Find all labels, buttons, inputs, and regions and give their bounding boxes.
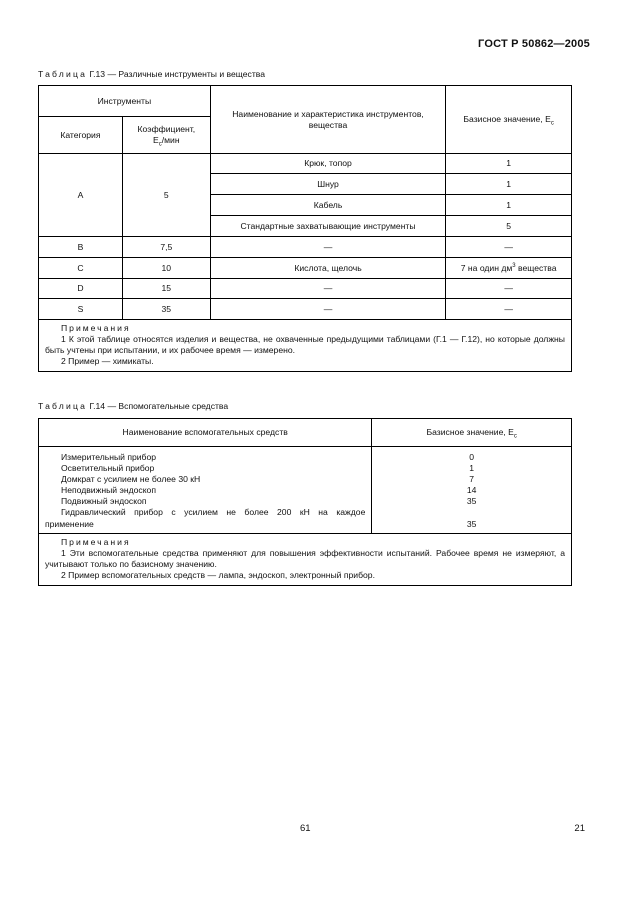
- row-s-coef: 35: [122, 299, 210, 320]
- row-b-value: —: [446, 237, 572, 258]
- header-tools: Инструменты: [39, 86, 211, 117]
- list-value: 1: [469, 463, 475, 474]
- table-row: [39, 258, 572, 279]
- list-value: 35: [466, 496, 477, 507]
- row-a-coef: 5: [122, 154, 210, 237]
- row-c-value-unit: вещества: [515, 262, 557, 273]
- row-s-name: —: [210, 299, 445, 320]
- table-13: [38, 85, 572, 372]
- row-d-coef: 15: [122, 279, 210, 299]
- page-number-right: 21: [574, 823, 585, 834]
- header-base-sub: c: [550, 120, 554, 127]
- table13-notes: [39, 320, 572, 372]
- row-a-item-name: Крюк, топор: [210, 154, 445, 174]
- table-row: [39, 279, 572, 299]
- row-c-value: [446, 258, 572, 279]
- header-name: Наименование и характеристика инструментов, вещества: [210, 86, 445, 154]
- header-aux-base: [372, 419, 572, 447]
- table14-caption: [38, 401, 228, 411]
- header-base-text: Базисное значение, E: [463, 114, 551, 124]
- row-d-name: —: [210, 279, 445, 299]
- row-b-category: B: [39, 237, 123, 258]
- header-aux-base-sub: c: [513, 433, 517, 440]
- document-code: ГОСТ Р 50862—2005: [478, 38, 590, 50]
- table-14: [38, 418, 572, 586]
- list-value: 35: [466, 518, 477, 529]
- list-item: Неподвижный эндоскоп: [61, 485, 156, 496]
- table-row: [39, 299, 572, 320]
- note-1: 1 Эти вспомогательные средства применяют для повышения эффективности испытаний. Рабочее время не измеряют, а учитывают только по базисному значению.: [45, 547, 565, 569]
- row-c-value-sup: 3: [512, 262, 516, 269]
- list-value: 7: [469, 474, 475, 485]
- row-a-item-value: 1: [446, 174, 572, 195]
- notes-title: Примечания: [61, 536, 131, 547]
- row-a-item-name: Шнур: [210, 174, 445, 195]
- list-item: Домкрат с усилием не более 30 кН: [61, 474, 201, 485]
- header-coef-text: Коэффициент,: [137, 124, 196, 134]
- row-a-item-name: Стандартные захватывающие инструменты: [210, 216, 445, 237]
- table13-caption-title: Г.13 — Различные инструменты и вещества: [89, 69, 266, 79]
- row-c-value-text: 7 на один дм: [460, 262, 513, 273]
- row-a-item-value: 1: [446, 195, 572, 216]
- row-a-item-value: 1: [446, 154, 572, 174]
- list-value: 0: [469, 452, 475, 462]
- table14-caption-word: Таблица: [38, 401, 88, 411]
- row-b-name: —: [210, 237, 445, 258]
- row-c-name: Кислота, щелочь: [210, 258, 445, 279]
- table-row: [39, 237, 572, 258]
- row-d-value: —: [446, 279, 572, 299]
- aux-items-list: [39, 447, 372, 534]
- table-row: [39, 154, 572, 174]
- row-a-item-value: 5: [446, 216, 572, 237]
- aux-values-list: [372, 447, 572, 534]
- row-s-value: —: [446, 299, 572, 320]
- row-d-category: D: [39, 279, 123, 299]
- table13-caption: [38, 69, 265, 79]
- notes-title: Примечания: [61, 323, 131, 333]
- row-c-coef: 10: [122, 258, 210, 279]
- list-item: Осветительный прибор: [61, 463, 155, 474]
- header-coefficient: [122, 117, 210, 154]
- row-c-category: C: [39, 258, 123, 279]
- table13-caption-word: Таблица: [38, 69, 88, 79]
- list-item: Измерительный прибор: [61, 452, 157, 462]
- header-aux-name: Наименование вспомогательных средств: [39, 419, 372, 447]
- row-s-category: S: [39, 299, 123, 320]
- note-1: 1 К этой таблице относятся изделия и вещества, не охваченные предыдущими таблицами (Г.1 — Г.12), но которые должны быть учтены при испытании, и их рабочее время — измерено.: [45, 334, 565, 355]
- list-value: 14: [466, 485, 477, 496]
- header-base-value: [446, 86, 572, 154]
- header-coef-sub: c: [158, 141, 162, 148]
- header-coef-e: E: [153, 135, 159, 145]
- list-item-continued: применение: [45, 518, 94, 529]
- list-value-gap: [375, 507, 568, 518]
- page-number-center: 61: [300, 823, 311, 834]
- note-2: 2 Пример — химикаты.: [61, 356, 154, 366]
- list-item: Гидравлический прибор с усилием не более 200 кН на каждое: [61, 507, 366, 518]
- table14-notes: [39, 533, 572, 585]
- list-item: Подвижный эндоскоп: [61, 496, 147, 507]
- note-2: 2 Пример вспомогательных средств — лампа, эндоскоп, электронный прибор.: [61, 569, 375, 580]
- row-b-coef: 7,5: [122, 237, 210, 258]
- header-coef-unit: /мин: [161, 135, 180, 145]
- row-a-category: A: [39, 154, 123, 237]
- table14-caption-title: Г.14 — Вспомогательные средства: [89, 401, 229, 411]
- header-aux-base-text: Базисное значение, E: [426, 427, 514, 437]
- header-category: Категория: [39, 117, 123, 154]
- row-a-item-name: Кабель: [210, 195, 445, 216]
